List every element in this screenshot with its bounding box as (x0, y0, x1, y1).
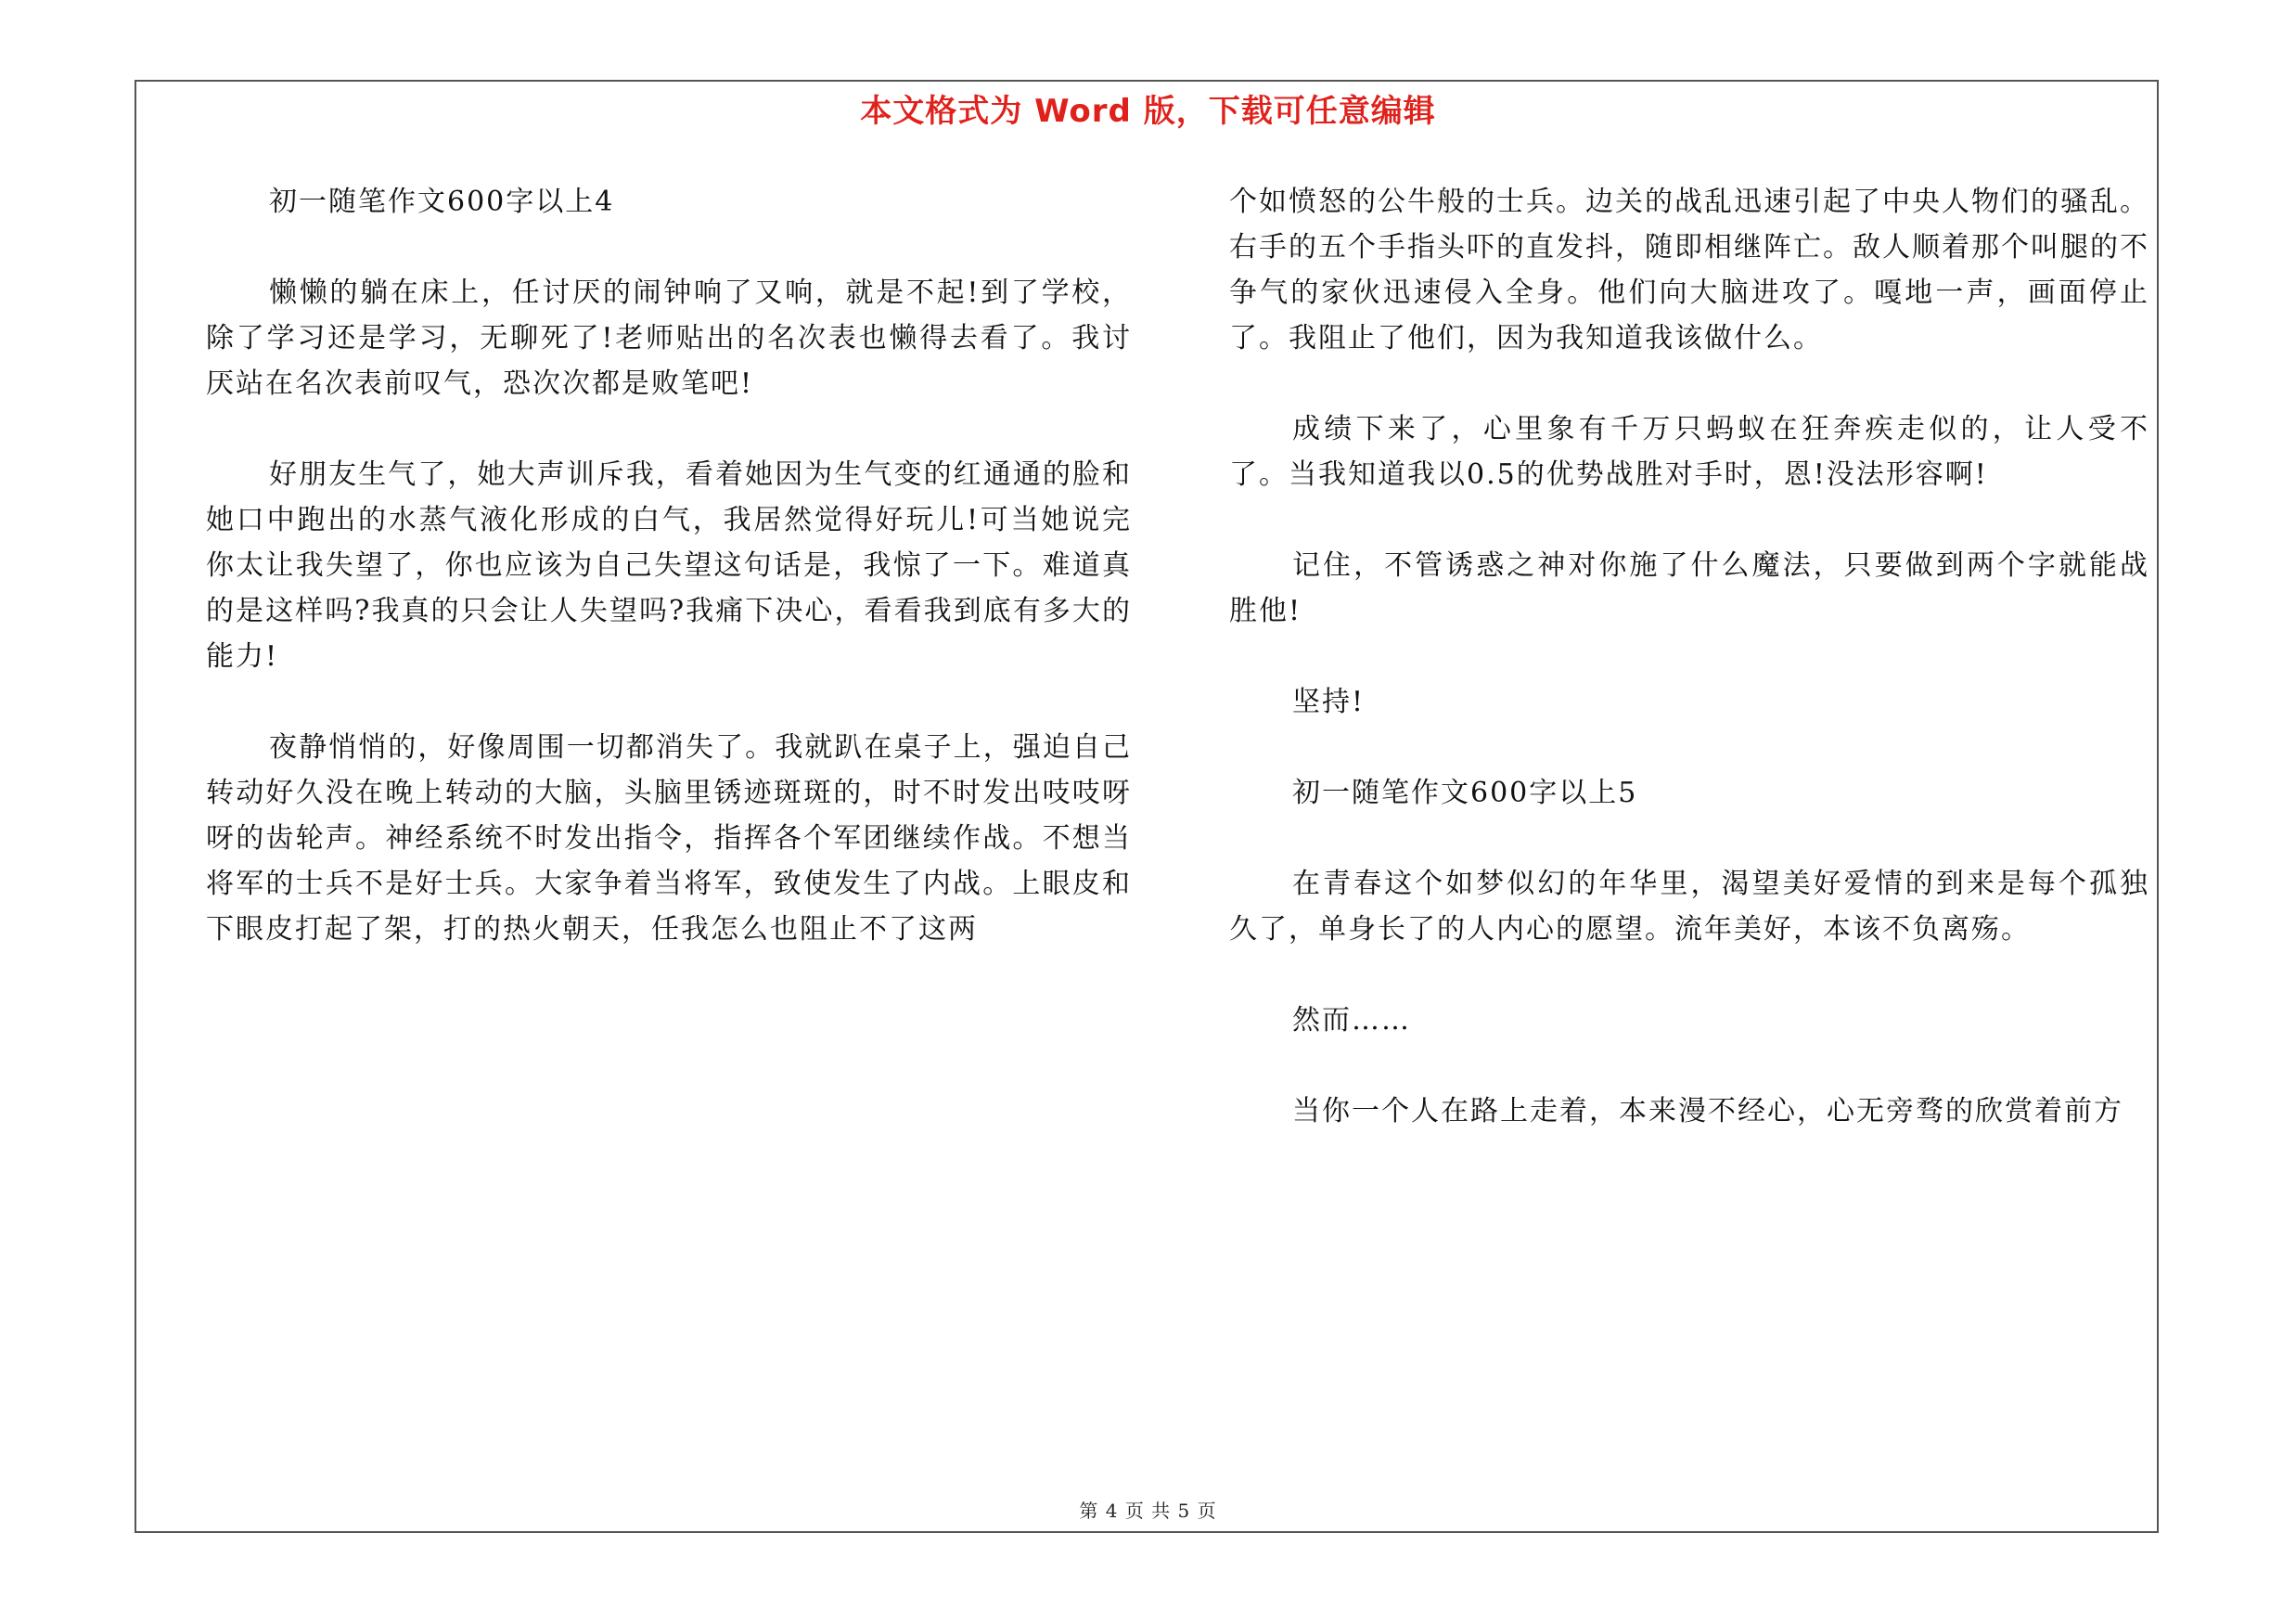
right-column (1229, 179, 2149, 1179)
paragraph: 夜静悄悄的，好像周围一切都消失了。我就趴在桌子上，强迫自己转动好久没在晚上转动的大脑，头脑里锈迹斑斑的，时不时发出吱吱呀呀的齿轮声。神经系统不时发出指令，指挥各个军团继续作战。不想当将军的士兵不是好士兵。大家争着当将军，致使发生了内战。上眼皮和下眼皮打起了架，打的热火朝天，任我怎么也阻止不了这两 (206, 731, 1132, 946)
paragraph: 好朋友生气了，她大声训斥我，看着她因为生气变的红通通的脸和她口中跑出的水蒸气液化形成的白气，我居然觉得好玩儿!可当她说完你太让我失望了，你也应该为自己失望这句话是，我惊了一下。难道真的是这样吗?我真的只会让人失望吗?我痛下决心，看看我到底有多大的能力! (206, 458, 1132, 673)
paragraph: 当你一个人在路上走着，本来漫不经心，心无旁骛的欣赏着前方 (1292, 1095, 2123, 1127)
paragraph: 成绩下来了，心里象有千万只蚂蚁在狂奔疾走似的，让人受不了。当我知道我以0.5的优势战胜对手时，恩!没法形容啊! (1229, 413, 2149, 491)
paragraph: 在青春这个如梦似幻的年华里，渴望美好爱情的到来是每个孤独久了，单身长了的人内心的愿望。流年美好，本该不负离殇。 (1229, 868, 2149, 946)
paragraph: 初一随笔作文600字以上4 (269, 186, 615, 218)
paragraph: 个如愤怒的公牛般的士兵。边关的战乱迅速引起了中央人物们的骚乱。右手的五个手指头吓的直发抖，随即相继阵亡。敌人顺着那个叫腿的不争气的家伙迅速侵入全身。他们向大脑进攻了。嘎地一声，画面停止了。我阻止了他们，因为我知道我该做什么。 (1229, 186, 2149, 354)
paragraph: 懒懒的躺在床上，任讨厌的闹钟响了又响，就是不起!到了学校，除了学习还是学习，无聊死了!老师贴出的名次表也懒得去看了。我讨厌站在名次表前叹气，恐次次都是败笔吧! (206, 277, 1132, 400)
left-column (206, 179, 1132, 998)
paragraph: 记住，不管诱惑之神对你施了什么魔法，只要做到两个字就能战胜他! (1229, 549, 2149, 627)
paragraph: 然而…… (1292, 1004, 1411, 1037)
paragraph: 初一随笔作文600字以上5 (1292, 777, 1638, 809)
page-number: 第 4 页 共 5 页 (1079, 1500, 1217, 1522)
paragraph: 坚持! (1292, 686, 1366, 718)
document-banner: 本文格式为 Word 版，下载可任意编辑 (860, 93, 1436, 130)
